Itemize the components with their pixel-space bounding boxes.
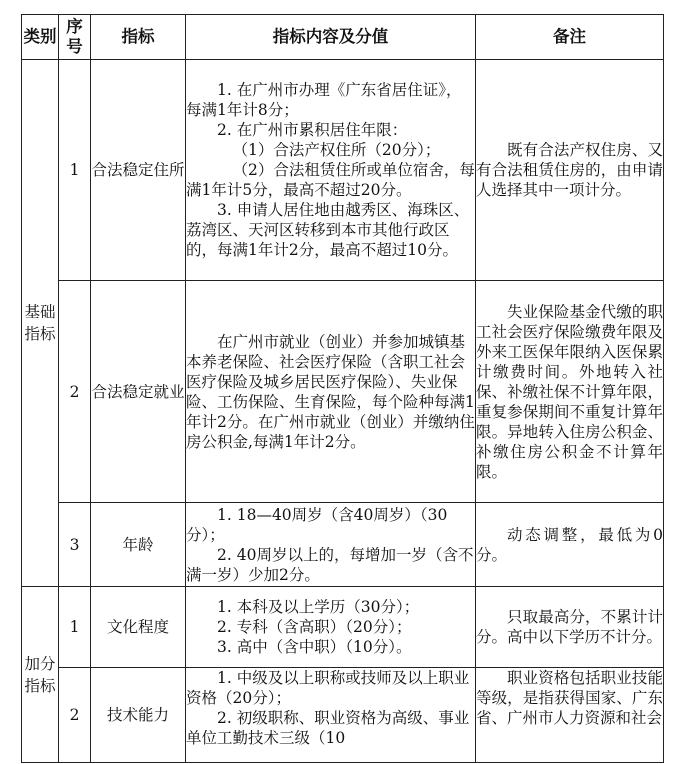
content-line: 2. 40周岁以上的，每增加一岁（含不满一岁）少加2分。 xyxy=(186,545,474,584)
note-cell xyxy=(476,668,664,763)
note-cell xyxy=(476,503,664,587)
content-cell xyxy=(186,60,476,281)
indicator-cell: 年龄 xyxy=(91,503,186,587)
note-cell xyxy=(476,60,664,281)
table-row xyxy=(22,587,664,668)
content-line: 1. 中级及以上职称或技师及以上职业资格（20分）； xyxy=(186,669,470,707)
content-line: 2. 初级职称、职业资格为高级、事业单位工勤技术三级（10 xyxy=(186,709,470,747)
points-table xyxy=(21,14,664,763)
header-row xyxy=(22,15,664,60)
content-line: 1. 本科及以上学历（30分）； xyxy=(217,598,420,616)
content-line: 在广州市就业（创业）并参加城镇基本养老保险、社会医疗保险（含职工社会医疗保险及城乡居民医疗保险）、失业保险、工伤保险、生育保险，每个险种每满1年计2分。在广州市就业（创业）并缴纳住房公积金,每满1年计2分。 xyxy=(186,332,475,451)
content-line: 2. 在广州市累积居住年限： xyxy=(217,121,408,139)
table-row xyxy=(22,668,664,763)
content-line: 3. 申请人居住地由越秀区、海珠区、荔湾区、天河区转移到本市其他行政区的，每满1年计2分，最高不超过10分。 xyxy=(186,201,470,259)
header-seq: 序号 xyxy=(59,15,91,60)
table-row xyxy=(22,60,664,281)
header-content: 指标内容及分值 xyxy=(186,15,476,60)
indicator-cell: 合法稳定就业 xyxy=(91,281,186,503)
seq-cell: 2 xyxy=(59,668,91,763)
note-text: 既有合法产权住房、又有合法租赁住房的，由申请人选择其中一项计分。 xyxy=(476,141,663,199)
content-line: （2）合法租赁住所或单位宿舍，每满1年计5分，最高不超过20分。 xyxy=(186,161,475,199)
content-cell xyxy=(186,281,476,503)
content-cell xyxy=(186,668,476,763)
content-line: 2. 专科（含高职）（20分）； xyxy=(217,618,412,636)
header-note: 备注 xyxy=(476,15,664,60)
table-row xyxy=(22,281,664,503)
content-line: 1. 18—40周岁（含40周岁）（30分）； xyxy=(186,505,448,544)
content-line: 1. 在广州市办理《广东省居住证》，每满1年计8分； xyxy=(186,81,462,119)
header-category: 类别 xyxy=(22,15,59,60)
category-cell: 加分指标 xyxy=(22,587,59,763)
indicator-cell: 技术能力 xyxy=(91,668,186,763)
category-cell: 基础指标 xyxy=(22,60,59,587)
content-cell xyxy=(186,587,476,668)
note-text: 失业保险基金代缴的职工社会医疗保险缴费年限及外来工医保年限纳入医保累计缴费时间。外地转入社保、补缴社保不计算年限，重复参保期间不重复计算年限。异地转入住房公积金、补缴住房公积金不计算年限。 xyxy=(476,302,663,481)
note-cell xyxy=(476,587,664,668)
note-text: 动态调整，最低为0分。 xyxy=(476,525,663,564)
table-row xyxy=(22,503,664,587)
seq-cell: 2 xyxy=(59,281,91,503)
content-line: （1）合法产权住所（20分）； xyxy=(232,141,441,159)
header-indicator: 指标 xyxy=(91,15,186,60)
note-text: 职业资格包括职业技能等级，是指获得国家、广东省、广州市人力资源和社会 xyxy=(476,669,663,727)
note-cell xyxy=(476,281,664,503)
seq-cell: 1 xyxy=(59,587,91,668)
seq-cell: 3 xyxy=(59,503,91,587)
content-cell xyxy=(186,503,476,587)
seq-cell: 1 xyxy=(59,60,91,281)
content-line: 3. 高中（含中职）（10分）。 xyxy=(217,638,412,656)
note-text: 只取最高分，不累计计分。高中以下学历不计分。 xyxy=(476,608,663,646)
indicator-cell: 文化程度 xyxy=(91,587,186,668)
indicator-cell: 合法稳定住所 xyxy=(91,60,186,281)
